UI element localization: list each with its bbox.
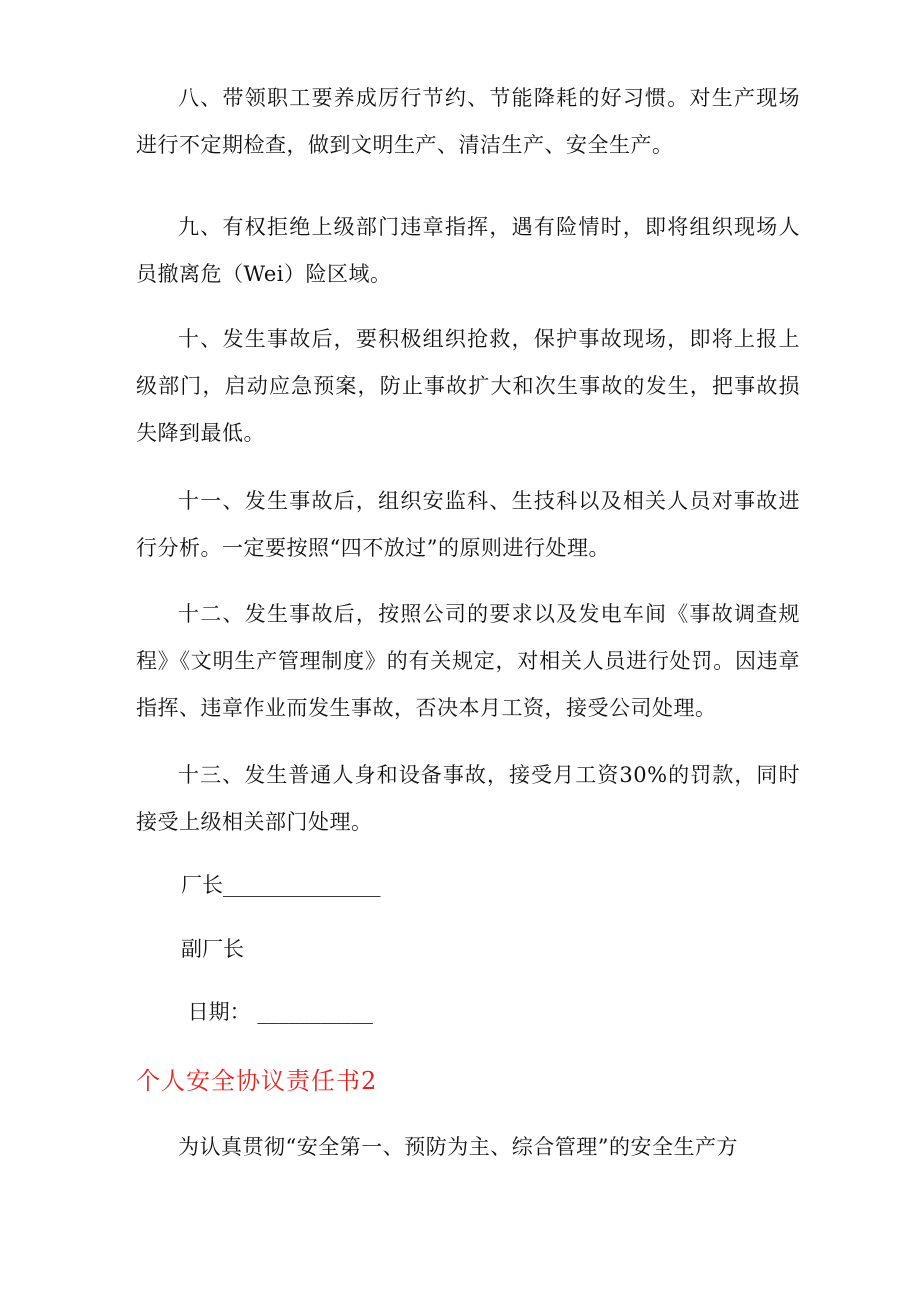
paragraph-13: 十三、发生普通人身和设备事故，接受月工资30%的罚款，同时接受上级相关部门处理。 <box>136 763 800 834</box>
paragraph-12: 十二、发生事故后，按照公司的要求以及发电车间《事故调查规程》《文明生产管理制度》的有关规定，对相关人员进行处罚。因违章指挥、违章作业而发生事故，否决本月工资，接受公司处理。 <box>136 602 800 720</box>
paragraph-10: 十、发生事故后，要积极组织抢救，保护事故现场，即将上报上级部门，启动应急预案，防止事故扩大和次生事故的发生，把事故损失降到最低。 <box>136 327 800 445</box>
factory-director-signature-line: 厂长_______________ <box>181 873 381 897</box>
paragraph-8: 八、带领职工要养成厉行节约、节能降耗的好习惯。对生产现场进行不定期检查，做到文明生产、清洁生产、安全生产。 <box>136 86 800 157</box>
intro-paragraph: 为认真贯彻“安全第一、预防为主、综合管理”的安全生产方 <box>178 1135 738 1159</box>
section-heading: 个人安全协议责任书2 <box>136 1067 378 1095</box>
date-signature-line: 日期： ___________ <box>181 1000 373 1024</box>
paragraph-11: 十一、发生事故后，组织安监科、生技科以及相关人员对事故进行分析。一定要按照“四不放过”的原则进行处理。 <box>136 489 800 560</box>
paragraph-9: 九、有权拒绝上级部门违章指挥，遇有险情时，即将组织现场人员撤离危（Wei）险区域。 <box>136 215 800 286</box>
deputy-director-label: 副厂长 <box>181 937 244 961</box>
